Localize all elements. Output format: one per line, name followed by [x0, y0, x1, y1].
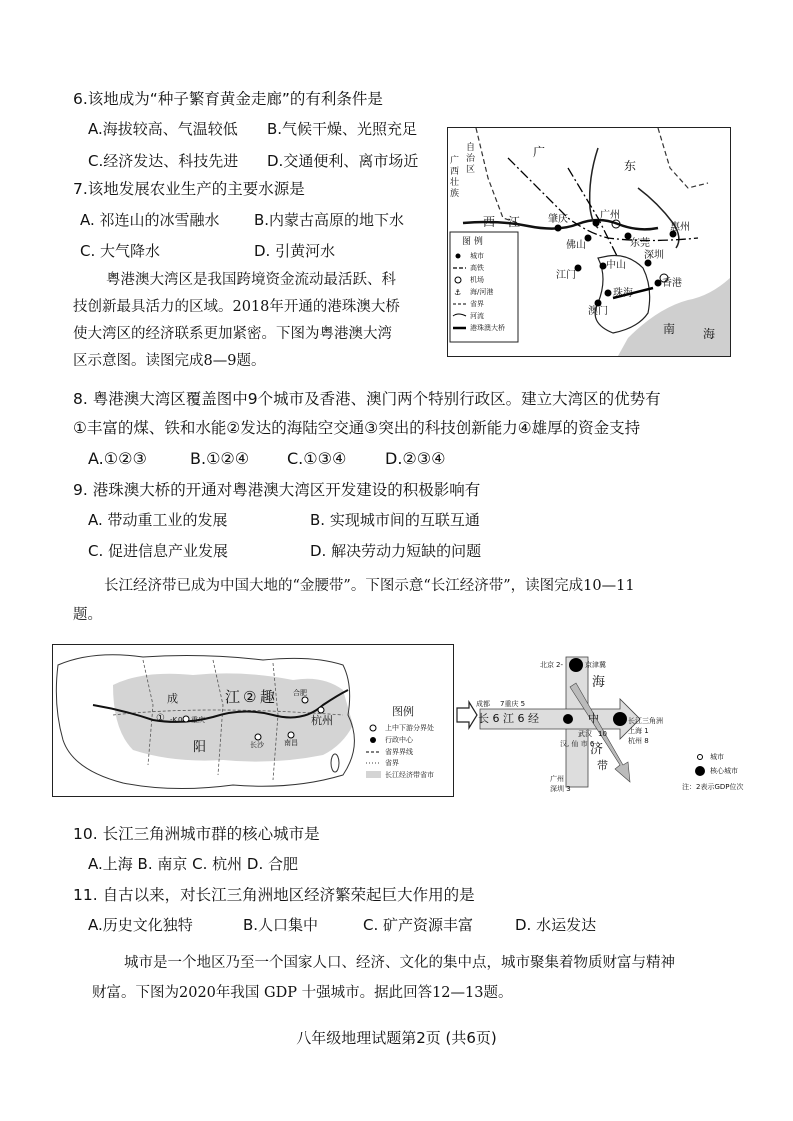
label-ka: -K	[170, 716, 178, 724]
axis-legend-core: 核心城市	[710, 767, 738, 775]
legend-capital-icon	[370, 737, 376, 743]
city-changsha	[255, 734, 261, 740]
yangtze-legend-item: 省界	[385, 759, 399, 767]
label-nan: 南	[663, 322, 676, 336]
q9-option-c[interactable]: C. 促进信息产业发展	[88, 542, 229, 560]
label-circle1: ①	[156, 713, 165, 724]
city-zhuhai	[605, 290, 612, 297]
q8-option-c[interactable]: C.①③④	[287, 449, 347, 468]
q6-option-c[interactable]: C.经济发达、科技先进	[88, 152, 239, 170]
province-border	[476, 128, 518, 223]
q7-option-b[interactable]: B.内蒙古高原的地下水	[254, 211, 405, 229]
axis-legend-note: 注：2表示GDP位次	[682, 783, 744, 791]
q6-option-b[interactable]: B.气候干燥、光照充足	[267, 120, 418, 138]
label-hangzhou: 杭州	[311, 714, 333, 727]
axis-ji: 济	[590, 742, 604, 757]
intro-cities-line2: 财富。下图为2020年我国 GDP 十强城市。据此回答12—13题。	[92, 985, 513, 1001]
q11-stem: 11. 自古以来，对长江三角洲地区经济繁荣起巨大作用的是	[73, 886, 475, 904]
label-huizhou: 惠州	[670, 222, 690, 233]
legend-port-icon: ⚓	[454, 288, 462, 297]
q11-option-a[interactable]: A.历史文化独特	[88, 916, 193, 934]
q9-stem: 9. 港珠澳大桥的开通对粤港澳大湾区开发建设的积极影响有	[73, 481, 481, 499]
q9-option-b[interactable]: B. 实现城市间的互联互通	[310, 511, 480, 529]
q11-option-c[interactable]: C. 矿产资源丰富	[363, 916, 474, 934]
label-shenzhen: 深圳	[644, 250, 664, 261]
legend-belt-icon	[366, 771, 381, 778]
intro-yangtze-line1: 长江经济带已成为中国大地的“金腰带”。下图示意“长江经济带”，读图完成10—11	[104, 578, 635, 594]
gba-map	[447, 127, 731, 357]
axis-bottom-values: 深圳 3	[550, 785, 571, 793]
q11-option-d[interactable]: D. 水运发达	[515, 916, 597, 934]
axis-left-label: 成都	[476, 700, 490, 708]
label-zizhiqu: 自治区	[466, 143, 476, 175]
axis-dai: 带	[597, 759, 608, 772]
axis-center: 中	[588, 712, 599, 725]
axis-right-values: 上海 1	[628, 727, 649, 735]
legend-city-icon	[456, 254, 461, 259]
label-yang: 阳	[193, 740, 207, 755]
label-sheng: 成	[167, 692, 178, 705]
label-chongqing: 重庆	[191, 716, 205, 724]
yangtze-legend-item: 上中下游分界处	[385, 724, 434, 732]
intro-gba-line4: 区示意图。读图完成8—9题。	[73, 353, 266, 369]
q7-option-c[interactable]: C. 大气降水	[80, 242, 161, 260]
label-foshan: 佛山	[566, 240, 586, 251]
q8-option-a[interactable]: A.①②③	[88, 449, 147, 468]
city-guangzhou	[593, 220, 600, 227]
core-city-shanghai	[613, 712, 627, 726]
gba-legend-item: 高铁	[470, 264, 484, 272]
yangtze-legend-item: 行政中心	[385, 736, 413, 744]
legend-core-city-icon	[695, 766, 705, 776]
legend-boundary-icon	[370, 725, 376, 731]
label-dongguan: 东莞	[630, 238, 650, 249]
q8-stem: 8. 粤港澳大湾区覆盖图中9个城市及香港、澳门两个特别行政区。建立大湾区的优势有	[73, 390, 661, 408]
intro-yangtze-line2: 题。	[73, 607, 102, 623]
q6-stem: 6.该地成为“种子繁育黄金走廊”的有利条件是	[73, 90, 383, 108]
label-changsha: 长沙	[250, 741, 264, 749]
axis-legend-city: 城市	[710, 753, 724, 761]
axis-wuhan-value: 10	[598, 730, 607, 738]
label-guangxi: 广西壮族	[450, 156, 460, 199]
gba-legend-item: 海/河港	[470, 288, 494, 296]
q6-option-d[interactable]: D.交通便利、离市场近	[267, 152, 419, 170]
q7-option-d[interactable]: D. 引黄河水	[254, 242, 336, 260]
province-border	[658, 128, 708, 188]
q7-option-a[interactable]: A. 祁连山的冰雪融水	[80, 211, 220, 229]
axis-right-label: 长江三角洲	[628, 717, 663, 725]
label-zhongshan: 中山	[606, 260, 626, 271]
axis-top-right: 京津冀	[585, 661, 606, 669]
gba-legend-item: 省界	[470, 300, 484, 308]
taiwan-island	[331, 754, 339, 772]
axis-mid-text: 汉, 仙 市 6	[560, 740, 595, 748]
core-city-beijing	[569, 658, 583, 672]
intro-cities-line1: 城市是一个地区乃至一个国家人口、经济、文化的集中点，城市聚集着物质财富与精神	[124, 955, 675, 971]
legend-city-icon	[698, 755, 703, 760]
gba-legend-item: 河流	[470, 312, 484, 320]
gba-legend-title: 图 例	[462, 237, 483, 247]
axis-left-values: 7重庆 5	[500, 700, 526, 708]
label-jiang: 江	[508, 215, 521, 229]
q8-option-b[interactable]: B.①②④	[190, 449, 250, 468]
core-city-wuhan	[563, 714, 573, 724]
q8-option-d[interactable]: D.②③④	[385, 449, 446, 468]
intro-gba-line3: 使大湾区的经济联系更加紧密。下图为粤港澳大湾	[73, 326, 392, 342]
yangtze-legend-item: 省界界线	[385, 748, 413, 756]
axis-wuhan: 武汉	[578, 730, 592, 738]
label-nanchang: 南昌	[284, 739, 298, 747]
label-qu: 趣	[260, 688, 276, 706]
yangtze-legend-title: 图例	[392, 705, 414, 718]
axis-center-left: 长 6 江 6 经	[478, 712, 539, 725]
yangtze-legend-item: 长江经济带省市	[385, 771, 434, 779]
label-hefei: 合肥	[293, 689, 307, 697]
city-hangzhou	[318, 707, 324, 713]
label-macao: 澳门	[588, 306, 608, 317]
label-guangzhou: 广州	[600, 210, 620, 221]
label-jiang: 江	[225, 688, 241, 706]
q10-options[interactable]: A.上海 B. 南京 C. 杭州 D. 合肥	[88, 855, 298, 873]
yangtze-map	[52, 644, 454, 797]
page-footer: 八年级地理试题第2页 (共6页)	[296, 1029, 497, 1047]
gba-map-drawing	[448, 128, 730, 356]
axis-top-label: 北京	[540, 661, 554, 669]
intro-gba-line2: 技创新最具活力的区域。2018年开通的港珠澳大桥	[73, 299, 400, 315]
label-guang: 广	[533, 145, 546, 159]
label-num2: ②	[243, 688, 257, 706]
label-zhuhai: 珠海	[613, 288, 633, 299]
q8-items: ①丰富的煤、铁和水能②发达的海陆空交通③突出的科技创新能力④雄厚的资金支持	[73, 419, 641, 437]
label-jiangmen: 江门	[556, 270, 576, 281]
label-zhaoqing: 肇庆	[548, 214, 568, 225]
label-zero: 0	[178, 716, 183, 724]
q9-option-a[interactable]: A. 带动重工业的发展	[88, 511, 228, 529]
axis-top-values: 2-	[556, 661, 563, 669]
city-chongqing	[183, 716, 189, 722]
q6-option-a[interactable]: A.海拔较高、气温较低	[88, 120, 238, 138]
axis-right-values2: 杭州 8	[628, 737, 649, 745]
intro-gba-line1: 粤港澳大湾区是我国跨境资金流动最活跃、科	[106, 272, 396, 288]
q9-option-d[interactable]: D. 解决劳动力短缺的问题	[310, 542, 482, 560]
axis-hai: 海	[592, 675, 606, 690]
q7-stem: 7.该地发展农业生产的主要水源是	[73, 180, 305, 198]
axis-diagram	[470, 647, 790, 799]
label-hongkong: 香港	[662, 278, 682, 289]
label-hai: 海	[703, 327, 716, 341]
label-dong: 东	[624, 159, 637, 173]
q11-option-b[interactable]: B.人口集中	[243, 916, 319, 934]
gba-legend-item: 城市	[470, 252, 484, 260]
gba-legend-item: 港珠澳大桥	[470, 324, 505, 332]
label-xi: 西	[483, 215, 496, 229]
gba-legend-item: 机场	[470, 276, 484, 284]
axis-bottom-label: 广州	[550, 775, 564, 783]
city-nanchang	[288, 732, 294, 738]
q10-stem: 10. 长江三角洲城市群的核心城市是	[73, 825, 320, 843]
